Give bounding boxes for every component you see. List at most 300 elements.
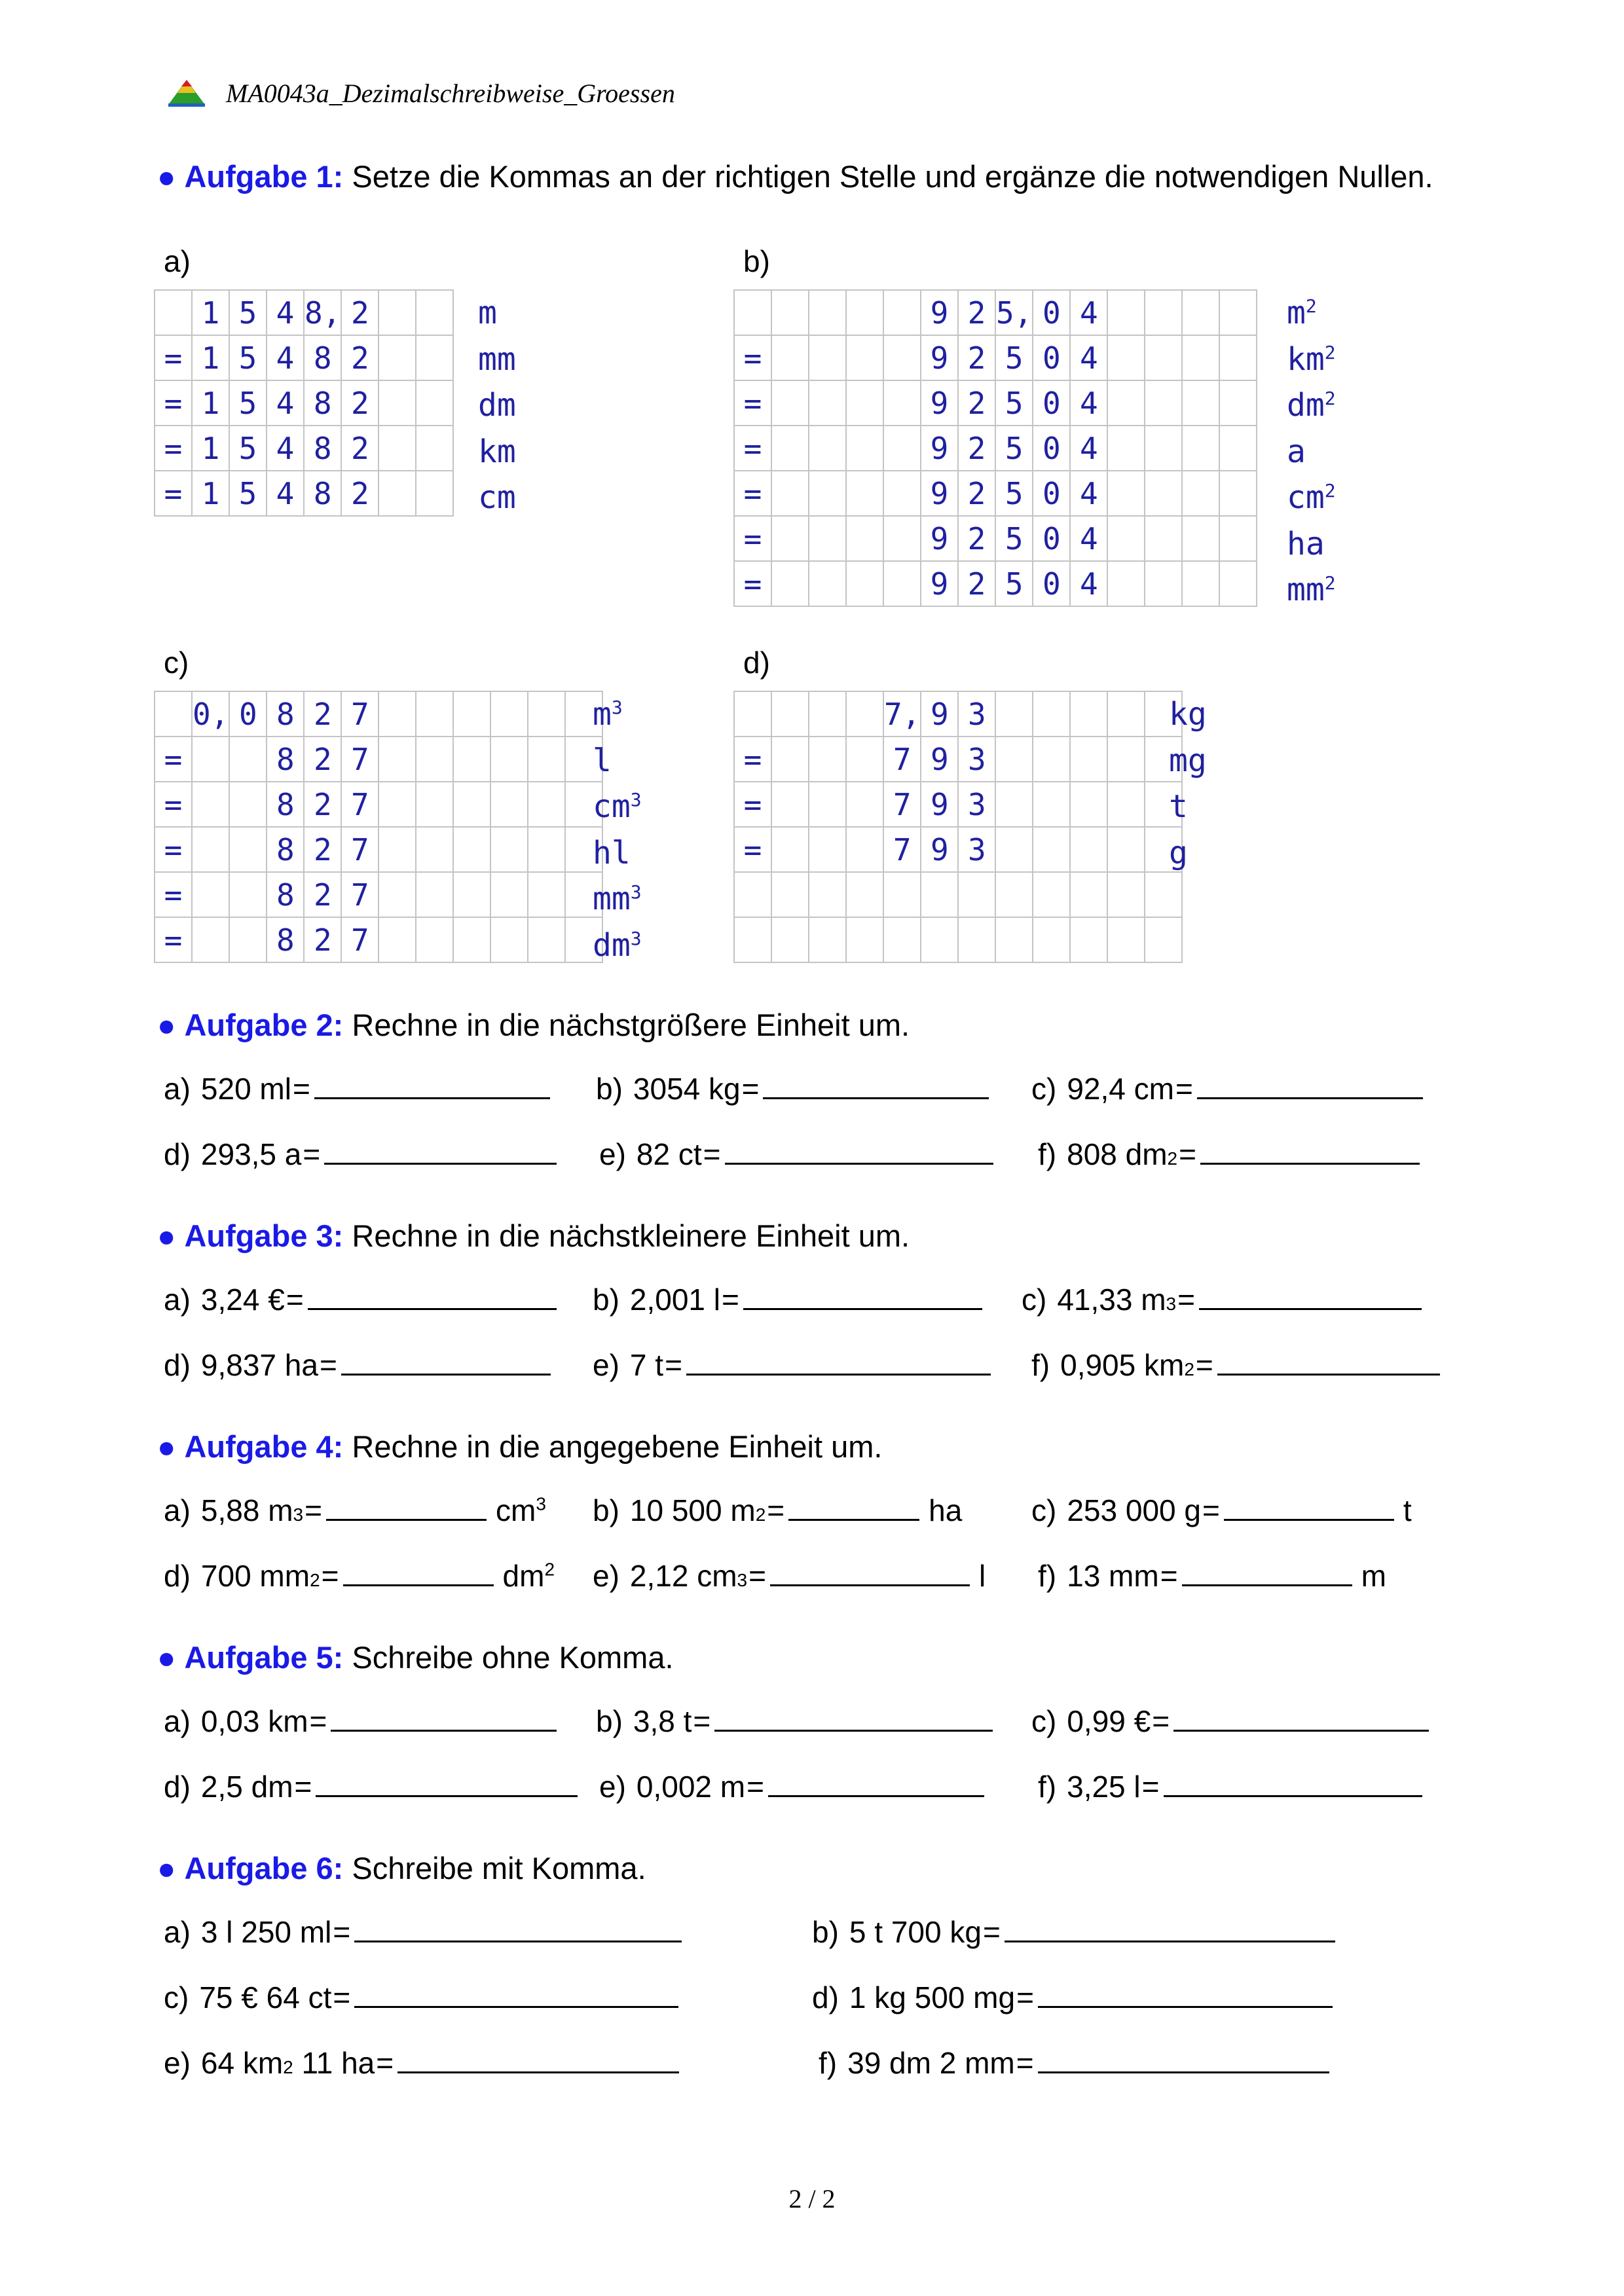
grid-cell[interactable]: 9 <box>921 380 958 426</box>
grid-cell[interactable] <box>1219 561 1257 606</box>
grid-cell[interactable] <box>1070 917 1107 962</box>
grid-cell[interactable]: 2 <box>304 827 341 872</box>
grid-cell[interactable] <box>490 737 528 782</box>
grid-cell[interactable] <box>416 827 453 872</box>
grid-cell[interactable]: = <box>155 471 192 516</box>
grid-cell[interactable] <box>771 561 809 606</box>
answer-line[interactable] <box>397 2045 679 2073</box>
grid-cell[interactable] <box>809 872 846 917</box>
grid-cell[interactable]: 2 <box>341 290 378 335</box>
grid-cell[interactable] <box>490 827 528 872</box>
grid-cell[interactable] <box>1033 782 1070 827</box>
grid-cell[interactable]: 7 <box>883 737 921 782</box>
grid-cell[interactable]: 7 <box>341 782 378 827</box>
grid-cell[interactable] <box>378 380 416 426</box>
grid-cell[interactable] <box>378 827 416 872</box>
grid-cell[interactable] <box>192 827 229 872</box>
grid-cell[interactable] <box>1107 335 1145 380</box>
grid-cell[interactable] <box>229 782 267 827</box>
grid-cell[interactable] <box>378 335 416 380</box>
grid-cell[interactable]: 3 <box>958 691 995 737</box>
grid-cell[interactable]: 3 <box>958 737 995 782</box>
grid-cell[interactable]: 9 <box>921 516 958 561</box>
grid-cell[interactable] <box>528 691 565 737</box>
grid-cell[interactable] <box>1145 426 1182 471</box>
grid-cell[interactable] <box>1107 516 1145 561</box>
grid-cell[interactable]: 2 <box>304 737 341 782</box>
grid-cell[interactable] <box>1145 516 1182 561</box>
grid-cell[interactable] <box>809 737 846 782</box>
grid-cell[interactable] <box>1219 335 1257 380</box>
grid-cell[interactable] <box>734 917 771 962</box>
grid-cell[interactable] <box>771 516 809 561</box>
grid-cell[interactable]: 2 <box>958 380 995 426</box>
grid-cell[interactable]: 9 <box>921 737 958 782</box>
grid-cell[interactable] <box>771 782 809 827</box>
grid-cell[interactable]: 8 <box>304 335 341 380</box>
grid-cell[interactable] <box>883 872 921 917</box>
grid-cell[interactable]: 2 <box>341 335 378 380</box>
grid-cell[interactable] <box>1033 872 1070 917</box>
grid-cell[interactable] <box>809 426 846 471</box>
grid-cell[interactable] <box>416 290 453 335</box>
grid-cell[interactable] <box>378 426 416 471</box>
grid-cell[interactable] <box>846 471 883 516</box>
grid-cell[interactable]: 8, <box>304 290 341 335</box>
grid-cell[interactable] <box>528 827 565 872</box>
grid-cell[interactable] <box>1107 691 1145 737</box>
grid-cell[interactable] <box>883 516 921 561</box>
grid-cell[interactable] <box>734 691 771 737</box>
grid-cell[interactable]: 9 <box>921 827 958 872</box>
grid-cell[interactable]: 2 <box>341 380 378 426</box>
grid-cell[interactable] <box>490 872 528 917</box>
grid-cell[interactable] <box>1107 426 1145 471</box>
grid-cell[interactable] <box>1033 827 1070 872</box>
grid-cell[interactable] <box>771 380 809 426</box>
grid-cell[interactable] <box>1070 737 1107 782</box>
grid-cell[interactable]: = <box>734 380 771 426</box>
grid-cell[interactable] <box>771 827 809 872</box>
grid-cell[interactable] <box>378 737 416 782</box>
grid-cell[interactable] <box>846 290 883 335</box>
grid-cell[interactable]: 2 <box>958 335 995 380</box>
grid-cell[interactable] <box>192 782 229 827</box>
grid-cell[interactable] <box>771 737 809 782</box>
answer-line[interactable] <box>1197 1071 1423 1099</box>
grid-cell[interactable] <box>1182 335 1219 380</box>
grid-cell[interactable]: 7 <box>341 737 378 782</box>
grid-cell[interactable]: 7 <box>883 782 921 827</box>
grid-cell[interactable] <box>229 827 267 872</box>
grid-cell[interactable]: 8 <box>267 737 304 782</box>
grid-cell[interactable]: 9 <box>921 335 958 380</box>
grid-cell[interactable]: = <box>734 561 771 606</box>
grid-cell[interactable] <box>995 917 1033 962</box>
answer-line[interactable] <box>326 1493 487 1521</box>
grid-cell[interactable]: = <box>734 335 771 380</box>
grid-cell[interactable] <box>883 335 921 380</box>
grid-cell[interactable] <box>846 827 883 872</box>
answer-line[interactable] <box>343 1558 494 1586</box>
grid-cell[interactable] <box>378 872 416 917</box>
grid-cell[interactable]: 4 <box>1070 290 1107 335</box>
grid-cell[interactable]: = <box>734 737 771 782</box>
grid-cell[interactable] <box>1219 471 1257 516</box>
grid-cell[interactable]: 8 <box>267 827 304 872</box>
grid-cell[interactable]: 9 <box>921 471 958 516</box>
grid-cell[interactable] <box>1219 290 1257 335</box>
grid-cell[interactable] <box>809 561 846 606</box>
grid-cell[interactable]: 5 <box>995 426 1033 471</box>
grid-cell[interactable]: 0 <box>1033 290 1070 335</box>
grid-cell[interactable]: 7 <box>883 827 921 872</box>
answer-line[interactable] <box>770 1558 970 1586</box>
grid-cell[interactable] <box>490 691 528 737</box>
answer-line[interactable] <box>1182 1558 1352 1586</box>
grid-cell[interactable]: 4 <box>1070 426 1107 471</box>
answer-line[interactable] <box>1224 1493 1394 1521</box>
answer-line[interactable] <box>354 1980 678 2008</box>
grid-cell[interactable] <box>490 917 528 962</box>
grid-cell[interactable] <box>1219 426 1257 471</box>
grid-cell[interactable] <box>1145 561 1182 606</box>
grid-cell[interactable] <box>771 917 809 962</box>
grid-cell[interactable] <box>809 335 846 380</box>
grid-cell[interactable]: 0 <box>1033 516 1070 561</box>
grid-cell[interactable]: 5 <box>229 290 267 335</box>
grid-cell[interactable] <box>1182 561 1219 606</box>
answer-line[interactable] <box>1199 1282 1422 1310</box>
grid-cell[interactable]: 5 <box>995 335 1033 380</box>
grid-cell[interactable] <box>846 516 883 561</box>
grid-cell[interactable]: 4 <box>1070 516 1107 561</box>
grid-cell[interactable]: 5 <box>229 426 267 471</box>
grid-cell[interactable] <box>528 917 565 962</box>
grid-cell[interactable] <box>1219 516 1257 561</box>
grid-cell[interactable]: 8 <box>267 917 304 962</box>
grid-cell[interactable] <box>1070 782 1107 827</box>
grid-cell[interactable] <box>378 691 416 737</box>
grid-cell[interactable]: 2 <box>304 872 341 917</box>
grid-cell[interactable] <box>416 471 453 516</box>
grid-cell[interactable]: 2 <box>304 917 341 962</box>
answer-line[interactable] <box>1005 1914 1335 1942</box>
grid-cell[interactable] <box>1107 471 1145 516</box>
grid-cell[interactable] <box>229 917 267 962</box>
grid-cell[interactable] <box>490 782 528 827</box>
grid-cell[interactable] <box>1182 290 1219 335</box>
answer-line[interactable] <box>768 1769 984 1797</box>
grid-cell[interactable] <box>416 782 453 827</box>
grid-cell[interactable]: 2 <box>958 471 995 516</box>
grid-cell[interactable] <box>378 782 416 827</box>
grid-cell[interactable] <box>378 290 416 335</box>
grid-cell[interactable] <box>1107 872 1145 917</box>
answer-line[interactable] <box>1200 1137 1420 1165</box>
grid-cell[interactable]: = <box>155 737 192 782</box>
grid-cell[interactable] <box>1070 872 1107 917</box>
grid-cell[interactable] <box>453 782 490 827</box>
grid-cell[interactable]: 0 <box>1033 380 1070 426</box>
grid-cell[interactable] <box>229 872 267 917</box>
grid-cell[interactable]: = <box>734 426 771 471</box>
grid-cell[interactable]: 1 <box>192 290 229 335</box>
grid-cell[interactable] <box>1107 737 1145 782</box>
grid-cell[interactable] <box>1033 917 1070 962</box>
grid-cell[interactable] <box>958 917 995 962</box>
grid-cell[interactable] <box>883 426 921 471</box>
grid-cell[interactable]: 4 <box>1070 471 1107 516</box>
grid-cell[interactable]: 9 <box>921 561 958 606</box>
answer-line[interactable] <box>788 1493 919 1521</box>
grid-cell[interactable] <box>528 737 565 782</box>
grid-cell[interactable] <box>528 782 565 827</box>
grid-cell[interactable] <box>1033 737 1070 782</box>
grid-cell[interactable]: 5, <box>995 290 1033 335</box>
grid-cell[interactable] <box>734 290 771 335</box>
grid-cell[interactable]: 4 <box>1070 561 1107 606</box>
grid-cell[interactable] <box>1182 516 1219 561</box>
grid-cell[interactable] <box>921 917 958 962</box>
grid-cell[interactable] <box>1182 426 1219 471</box>
grid-cell[interactable] <box>846 917 883 962</box>
grid-cell[interactable]: = <box>734 827 771 872</box>
grid-cell[interactable]: 9 <box>921 691 958 737</box>
grid-cell[interactable]: 0, <box>192 691 229 737</box>
grid-cell[interactable] <box>809 827 846 872</box>
grid-cell[interactable]: 2 <box>304 782 341 827</box>
grid-cell[interactable] <box>771 290 809 335</box>
grid-cell[interactable]: 1 <box>192 426 229 471</box>
grid-cell[interactable] <box>771 872 809 917</box>
grid-cell[interactable] <box>1033 691 1070 737</box>
grid-cell[interactable]: 1 <box>192 335 229 380</box>
grid-cell[interactable] <box>883 471 921 516</box>
grid-cell[interactable] <box>155 691 192 737</box>
grid-cell[interactable]: 9 <box>921 290 958 335</box>
grid-cell[interactable]: 0 <box>229 691 267 737</box>
grid-cell[interactable] <box>958 872 995 917</box>
grid-cell[interactable] <box>809 782 846 827</box>
grid-cell[interactable] <box>771 335 809 380</box>
grid-cell[interactable] <box>378 471 416 516</box>
answer-line[interactable] <box>1217 1347 1440 1376</box>
grid-cell[interactable]: 7 <box>341 827 378 872</box>
grid-cell[interactable] <box>192 737 229 782</box>
grid-cell[interactable]: 0 <box>1033 426 1070 471</box>
grid-cell[interactable] <box>1145 290 1182 335</box>
grid-cell[interactable] <box>809 691 846 737</box>
grid-cell[interactable]: 0 <box>1033 561 1070 606</box>
grid-cell[interactable] <box>846 782 883 827</box>
grid-cell[interactable]: 0 <box>1033 471 1070 516</box>
grid-cell[interactable]: 2 <box>958 290 995 335</box>
grid-cell[interactable] <box>809 380 846 426</box>
grid-cell[interactable] <box>229 737 267 782</box>
grid-cell[interactable]: 8 <box>267 691 304 737</box>
grid-cell[interactable]: 2 <box>341 471 378 516</box>
grid-cell[interactable] <box>1145 917 1182 962</box>
grid-cell[interactable] <box>416 917 453 962</box>
grid-cell[interactable] <box>771 691 809 737</box>
grid-cell[interactable] <box>995 827 1033 872</box>
grid-cell[interactable] <box>995 782 1033 827</box>
grid-cell[interactable] <box>416 335 453 380</box>
grid-cell[interactable] <box>416 426 453 471</box>
grid-cell[interactable]: 2 <box>958 516 995 561</box>
grid-cell[interactable]: 5 <box>229 380 267 426</box>
grid-cell[interactable] <box>155 290 192 335</box>
answer-line[interactable] <box>354 1914 682 1942</box>
grid-cell[interactable] <box>809 516 846 561</box>
grid-cell[interactable]: 9 <box>921 782 958 827</box>
grid-cell[interactable] <box>846 872 883 917</box>
grid-cell[interactable] <box>1107 290 1145 335</box>
grid-cell[interactable] <box>453 872 490 917</box>
answer-line[interactable] <box>314 1071 550 1099</box>
grid-cell[interactable] <box>846 691 883 737</box>
answer-line[interactable] <box>324 1137 557 1165</box>
grid-cell[interactable] <box>883 917 921 962</box>
grid-cell[interactable]: 4 <box>267 426 304 471</box>
answer-line[interactable] <box>331 1704 557 1732</box>
grid-cell[interactable] <box>846 561 883 606</box>
grid-cell[interactable]: 5 <box>995 471 1033 516</box>
answer-line[interactable] <box>316 1769 578 1797</box>
answer-line[interactable] <box>1164 1769 1422 1797</box>
grid-cell[interactable] <box>771 426 809 471</box>
grid-cell[interactable] <box>1107 561 1145 606</box>
grid-cell[interactable]: 8 <box>304 471 341 516</box>
answer-line[interactable] <box>743 1282 982 1310</box>
grid-cell[interactable] <box>1107 827 1145 872</box>
grid-cell[interactable] <box>995 872 1033 917</box>
grid-cell[interactable] <box>809 471 846 516</box>
grid-cell[interactable]: 3 <box>958 827 995 872</box>
grid-cell[interactable] <box>192 917 229 962</box>
grid-cell[interactable] <box>1107 782 1145 827</box>
grid-cell[interactable] <box>453 737 490 782</box>
grid-cell[interactable]: 1 <box>192 471 229 516</box>
grid-cell[interactable]: 8 <box>267 872 304 917</box>
grid-cell[interactable] <box>883 290 921 335</box>
grid-cell[interactable]: 8 <box>267 782 304 827</box>
grid-cell[interactable]: = <box>734 516 771 561</box>
grid-cell[interactable]: 7 <box>341 691 378 737</box>
answer-line[interactable] <box>725 1137 993 1165</box>
grid-cell[interactable] <box>1070 827 1107 872</box>
grid-cell[interactable] <box>1145 872 1182 917</box>
grid-cell[interactable] <box>1107 917 1145 962</box>
grid-cell[interactable] <box>416 380 453 426</box>
grid-cell[interactable] <box>846 426 883 471</box>
grid-cell[interactable] <box>846 335 883 380</box>
grid-cell[interactable]: 7, <box>883 691 921 737</box>
grid-cell[interactable] <box>921 872 958 917</box>
grid-cell[interactable]: = <box>155 782 192 827</box>
grid-cell[interactable]: 7 <box>341 872 378 917</box>
grid-cell[interactable]: 2 <box>958 561 995 606</box>
grid-cell[interactable] <box>1145 335 1182 380</box>
answer-line[interactable] <box>714 1704 993 1732</box>
grid-cell[interactable] <box>846 737 883 782</box>
grid-cell[interactable] <box>416 872 453 917</box>
grid-cell[interactable]: 0 <box>1033 335 1070 380</box>
grid-cell[interactable] <box>192 872 229 917</box>
answer-line[interactable] <box>1038 1980 1333 2008</box>
grid-cell[interactable]: 5 <box>995 380 1033 426</box>
grid-cell[interactable]: 5 <box>229 471 267 516</box>
grid-cell[interactable] <box>378 917 416 962</box>
grid-cell[interactable] <box>734 872 771 917</box>
grid-cell[interactable]: 3 <box>958 782 995 827</box>
grid-cell[interactable] <box>528 872 565 917</box>
grid-cell[interactable]: 4 <box>1070 380 1107 426</box>
grid-cell[interactable]: 9 <box>921 426 958 471</box>
grid-cell[interactable]: = <box>155 827 192 872</box>
grid-cell[interactable]: 8 <box>304 426 341 471</box>
grid-cell[interactable] <box>416 691 453 737</box>
grid-cell[interactable] <box>1145 380 1182 426</box>
grid-cell[interactable] <box>771 471 809 516</box>
grid-cell[interactable]: 4 <box>267 380 304 426</box>
grid-cell[interactable]: 4 <box>267 471 304 516</box>
answer-line[interactable] <box>341 1347 551 1376</box>
grid-cell[interactable]: = <box>155 335 192 380</box>
grid-cell[interactable]: 2 <box>304 691 341 737</box>
grid-cell[interactable]: = <box>155 872 192 917</box>
answer-line[interactable] <box>763 1071 989 1099</box>
answer-line[interactable] <box>1038 2045 1329 2073</box>
grid-cell[interactable] <box>1219 380 1257 426</box>
grid-cell[interactable]: 8 <box>304 380 341 426</box>
grid-cell[interactable] <box>1107 380 1145 426</box>
grid-cell[interactable]: 2 <box>341 426 378 471</box>
grid-cell[interactable]: = <box>734 782 771 827</box>
grid-cell[interactable] <box>846 380 883 426</box>
grid-cell[interactable]: 5 <box>995 516 1033 561</box>
grid-cell[interactable]: = <box>155 917 192 962</box>
answer-line[interactable] <box>686 1347 991 1376</box>
answer-line[interactable] <box>1173 1704 1429 1732</box>
grid-cell[interactable] <box>809 290 846 335</box>
grid-cell[interactable]: = <box>734 471 771 516</box>
grid-cell[interactable]: 4 <box>267 335 304 380</box>
grid-cell[interactable] <box>416 737 453 782</box>
grid-cell[interactable]: = <box>155 426 192 471</box>
grid-cell[interactable]: 5 <box>229 335 267 380</box>
grid-cell[interactable]: 7 <box>341 917 378 962</box>
grid-cell[interactable] <box>1145 471 1182 516</box>
grid-cell[interactable]: 1 <box>192 380 229 426</box>
grid-cell[interactable] <box>453 691 490 737</box>
grid-cell[interactable] <box>453 827 490 872</box>
grid-cell[interactable] <box>809 917 846 962</box>
grid-cell[interactable] <box>453 917 490 962</box>
grid-cell[interactable] <box>883 561 921 606</box>
grid-cell[interactable]: 4 <box>267 290 304 335</box>
grid-cell[interactable] <box>1182 380 1219 426</box>
grid-cell[interactable]: 4 <box>1070 335 1107 380</box>
grid-cell[interactable] <box>995 691 1033 737</box>
grid-cell[interactable]: = <box>155 380 192 426</box>
grid-cell[interactable]: 5 <box>995 561 1033 606</box>
grid-cell[interactable]: 2 <box>958 426 995 471</box>
grid-cell[interactable] <box>883 380 921 426</box>
answer-line[interactable] <box>308 1282 557 1310</box>
grid-cell[interactable] <box>1070 691 1107 737</box>
